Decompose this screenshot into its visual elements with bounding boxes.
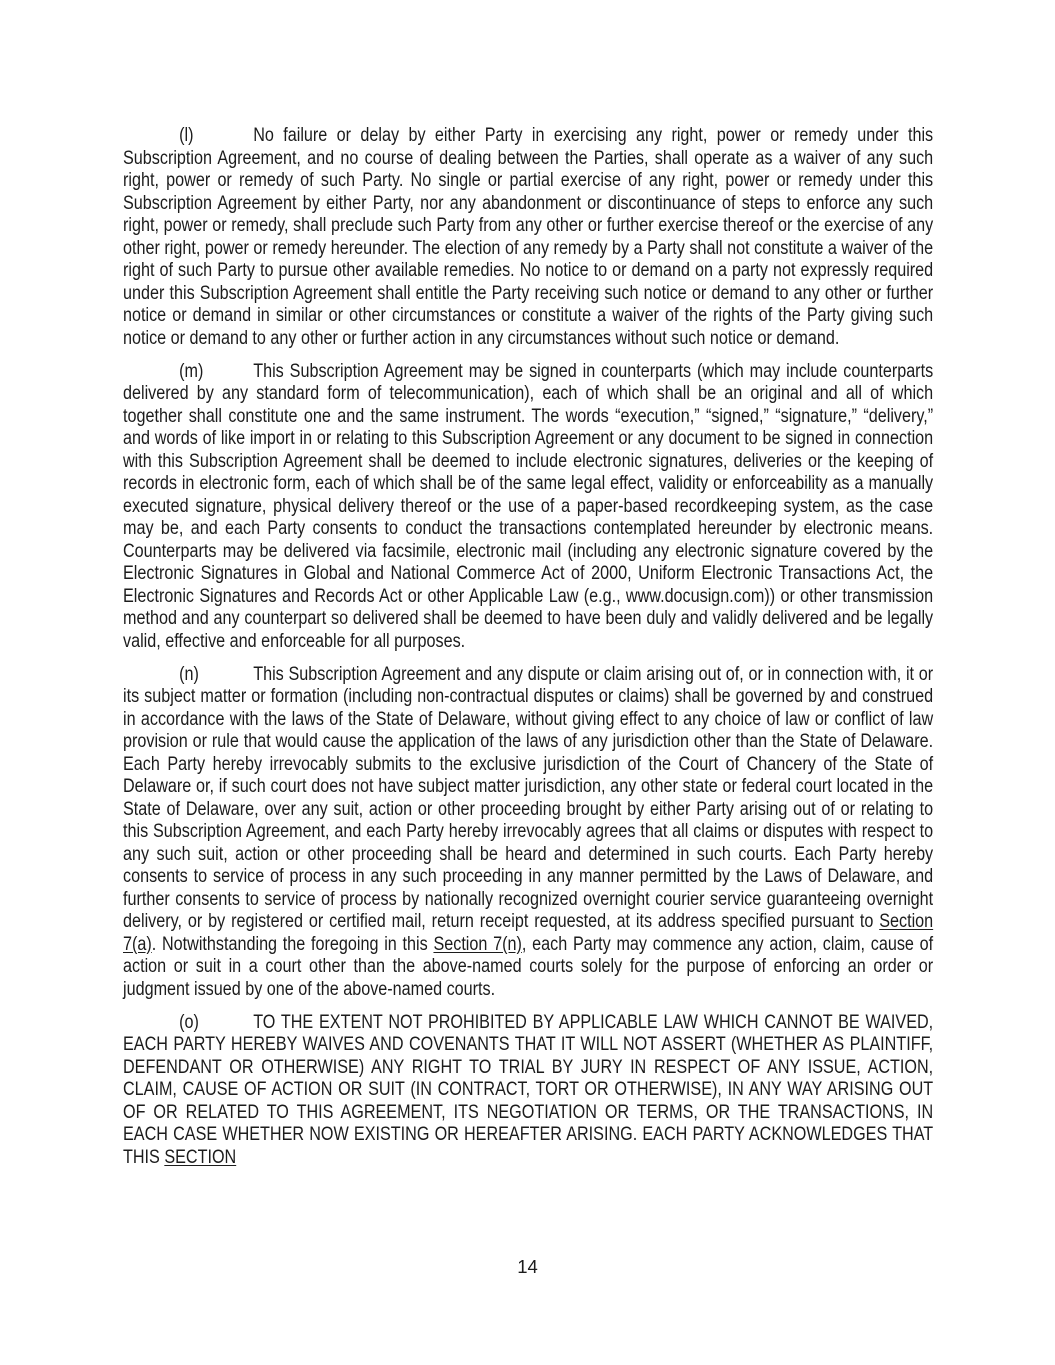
document-body [123, 125, 933, 1180]
paragraph-o-label: (o) [179, 1011, 199, 1033]
section-7a-reference: Section 7(a) [123, 911, 934, 955]
paragraph-l [123, 125, 933, 350]
page-number: 14 [517, 1256, 538, 1277]
paragraph-n-label: (n) [179, 663, 199, 685]
paragraph-m [123, 361, 933, 654]
paragraph-m-label: (m) [179, 360, 204, 382]
paragraph-o [123, 1012, 933, 1170]
paragraph-m-text: This Subscription Agreement may be signed in counterparts (which may include counterparts delivered by any standard form of telecommunication), each of which shall be an original and all of which together shall constitute one and the same instrument. The words “execution,” “signed,” “signature,” “delivery,” and words of like import in or relating to this Subscription Agreement or any document to be signed in connection with this Subscription Agreement shall be deemed to include electronic signatures, deliveries or the keeping of records in electronic form, each of which shall be of the same legal effect, validity or enforceability as a manually executed signature, physical delivery thereof or the use of a paper-based recordkeeping system, as the case may be, and each Party consents to conduct the transactions contemplated hereunder by electronic means. Counterparts may be delivered via facsimile, electronic mail (including any electronic signature covered by the Electronic Signatures in Global and National Commerce Act of 2000, Uniform Electronic Transactions Act, the Electronic Signatures and Records Act or other Applicable Law (e.g., www.docusign.com)) or other transmission method and any counterpart so delivered shall be deemed to have been duly and validly delivered and be legally valid, effective and enforceable for all purposes. [123, 360, 934, 652]
paragraph-n-text-1: This Subscription Agreement and any dispute or claim arising out of, or in connection with, it or its subject matter or formation (including non-contractual disputes or claims) shall be governed by and construed in accordance with the laws of the State of Delaware, without giving effect to any choice of law or conflict of law provision or rule that would cause the application of the laws of any jurisdiction other than the State of Delaware. Each Party hereby irrevocably submits to the exclusive jurisdiction of the Court of Chancery of the State of Delaware or, if such court does not have subject matter jurisdiction, any other state or federal court located in the State of Delaware, over any suit, action or other proceeding brought by either Party arising out of or relating to this Subscription Agreement, and each Party hereby irrevocably agrees that all claims or disputes with respect to any such suit, action or other proceeding shall be heard and determined in such courts. Each Party hereby consents to service of process in any such proceeding in any manner permitted by the Laws of Delaware, and further consents to service of process by nationally recognized overnight courier service guaranteeing overnight delivery, or by registered or certified mail, return receipt requested, at its address specified pursuant to [123, 663, 934, 932]
paragraph-l-text: No failure or delay by either Party in exercising any right, power or remedy under this Subscription Agreement, and no course of dealing between the Parties, shall operate as a waiver of any such right, power or remedy of such Party. No single or partial exercise of any right, power or remedy under this Subscription Agreement by either Party, nor any abandonment or discontinuance of steps to enforce any such right, power or remedy, shall preclude such Party from any other or further exercise thereof or the exercise of any other right, power or remedy hereunder. The election of any remedy by a Party shall not constitute a waiver of the right of such Party to pursue other available remedies. No notice to or demand on a party not expressly required under this Subscription Agreement shall entitle the Party receiving such notice or demand to any other or further notice or demand in similar or other circumstances or constitute a waiver of the rights of the Party giving such notice or demand to any other or further action in any circumstances without such notice or demand. [123, 125, 934, 349]
paragraph-n-text-3: , each Party may commence any action, claim, cause of action or suit in a court other than the above-named courts solely for the purpose of enforcing an order or judgment issued by one of the above-named courts. [123, 933, 934, 1000]
paragraph-n-text-2: . Notwithstanding the foregoing in this [151, 933, 434, 955]
paragraph-l-label: (l) [179, 125, 194, 146]
section-7n-reference: Section 7(n) [433, 933, 522, 955]
page-footer [0, 1256, 1055, 1278]
paragraph-o-text: TO THE EXTENT NOT PROHIBITED BY APPLICABLE LAW WHICH CANNOT BE WAIVED, EACH PARTY HEREBY WAIVES AND COVENANTS THAT IT WILL NOT ASSERT (WHETHER AS PLAINTIFF, DEFENDANT OR OTHERWISE) ANY RIGHT TO TRIAL BY JURY IN RESPECT OF ANY ISSUE, ACTION, CLAIM, CAUSE OF ACTION OR SUIT (IN CONTRACT, TORT OR OTHERWISE), IN ANY WAY ARISING OUT OF OR RELATED TO THIS AGREEMENT, ITS NEGOTIATION OR TERMS, OR THE TRANSACTIONS, IN EACH CASE WHETHER NOW EXISTING OR HEREAFTER ARISING. EACH PARTY ACKNOWLEDGES THAT THIS [123, 1011, 934, 1168]
section-reference-continued: SECTION [164, 1146, 237, 1168]
paragraph-n [123, 664, 933, 1002]
